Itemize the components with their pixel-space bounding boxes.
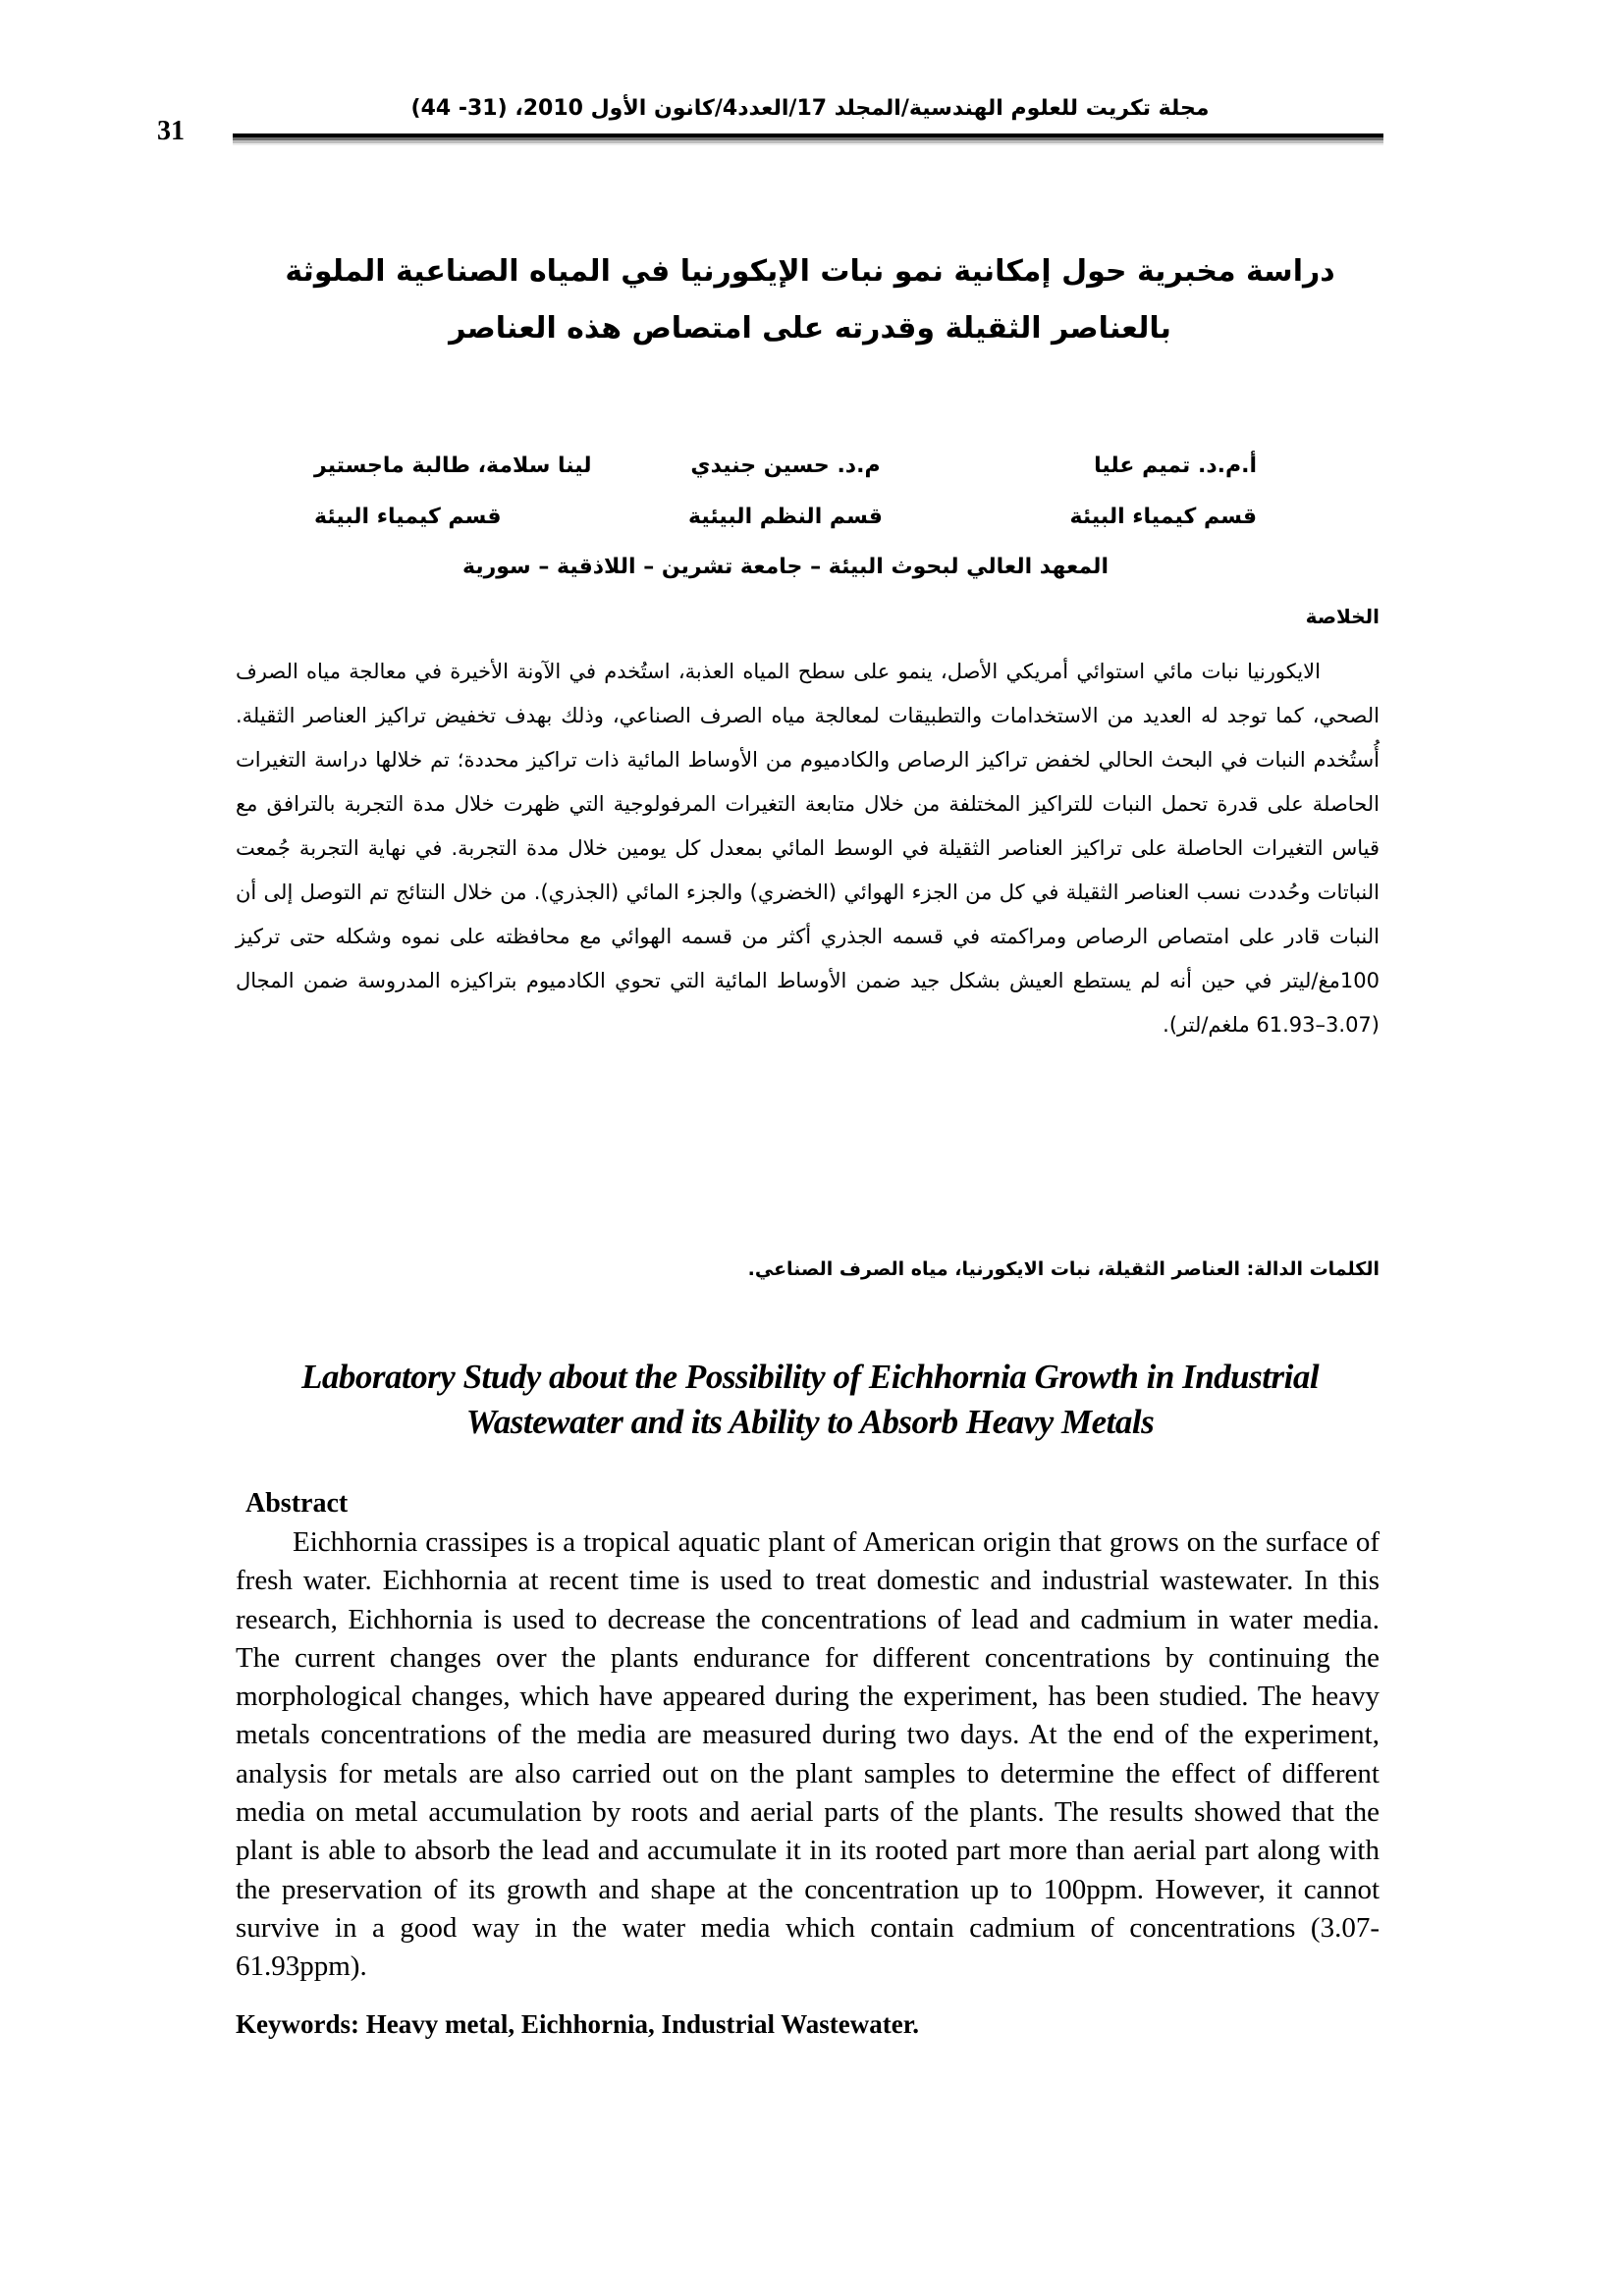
english-keywords: Keywords: Heavy metal, Eichhornia, Industrial Wastewater. [236, 2009, 919, 2039]
page-number: 31 [157, 116, 185, 146]
author-department: قسم كيمياء البيئة [314, 504, 502, 529]
author-department: قسم كيمياء البيئة [1069, 504, 1257, 529]
header-rule [233, 133, 1383, 145]
arabic-title [236, 243, 1384, 357]
author-name: لينا سلامة، طالبة ماجستير [314, 453, 592, 478]
english-abstract-heading: Abstract [245, 1488, 349, 1519]
running-head: مجلة تكريت للعلوم الهندسية/المجلد 17/العدد4/كانون الأول 2010، (31- 44) [410, 96, 1210, 121]
arabic-title-line-1: دراسة مخبرية حول إمكانية نمو نبات الإيكورنيا في المياه الصناعية الملوثة [285, 254, 1335, 289]
author-name: أ.م.د. تميم عليا [1094, 453, 1257, 478]
institute-affiliation: المعهد العالي لبحوث البيئة – جامعة تشرين – اللاذقية – سورية [462, 555, 1109, 579]
english-title: Laboratory Study about the Possibility of Eichhornia Growth in Industrial Wastewater and its Ability to Absorb Heavy Metals [300, 1358, 1320, 1441]
arabic-abstract-heading: الخلاصة [1305, 605, 1380, 628]
header-rule-shadow-faint [233, 143, 1383, 145]
author-department: قسم النظم البيئية [688, 504, 883, 529]
arabic-abstract-body: الايكورنيا نبات مائي استوائي أمريكي الأصل، ينمو على سطح المياه العذبة، استُخدم في الآونة الأخيرة في معالجة مياه الصرف الصحي، كما توجد له العديد من الاستخدامات والتطبيقات لمعالجة مياه الصرف الصناعي، وذلك بهدف تخفيض تراكيز العناصر الثقيلة. أُستُخدم النبات في البحث الحالي لخفض تراكيز الرصاص والكادميوم من الأوساط المائية ذات تراكيز محددة؛ تم خلالها دراسة التغيرات الحاصلة على قدرة تحمل النبات للتراكيز المختلفة من خلال متابعة التغيرات المرفولوجية التي ظهرت خلال مدة التجربة بالترافق مع قياس التغيرات الحاصلة على تراكيز العناصر الثقيلة في الوسط المائي بمعدل كل يومين خلال مدة التجربة. في نهاية التجربة جُمعت النباتات وحُددت نسب العناصر الثقيلة في كل من الجزء الهوائي (الخضري) والجزء المائي (الجذري). من خلال النتائج تم التوصل إلى أن النبات قادر على امتصاص الرصاص ومراكمته في قسمه الجذري أكثر من قسمه الهوائي مع محافظته على نموه وشكله حتى تركيز 100مغ/ليتر في حين أنه لم يستطع العيش بشكل جيد ضمن الأوساط المائية التي تحوي الكادميوم بتراكيزه المدروسة ضمن المجال (3.07–61.93 ملغم/لتر). [236, 660, 1380, 1037]
english-abstract-body: Eichhornia crassipes is a tropical aquatic plant of American origin that grows on the surface of fresh water. Eichhornia at recent time is used to treat domestic and industrial wastewater. In this research, Eichhornia is used to decrease the concentrations of lead and cadmium in water media. The current changes over the plants endurance for different concentrations by continuing the morphological changes, which have appeared during the experiment, has been studied. The heavy metals concentrations of the media are measured during two days. At the end of the experiment, analysis for metals are also carried out on the plant samples to determine the effect of different media on metal accumulation by roots and aerial parts of the plants. The results showed that the plant is able to absorb the lead and accumulate it in its rooted part more than aerial part along with the preservation of its growth and shape at the concentration up to 100ppm. However, it cannot survive in a good way in the water media which contain cadmium of concentrations (3.07-61.93ppm). [236, 1526, 1380, 1983]
author-name: م.د. حسين جنيدي [690, 453, 881, 478]
author-names-row [314, 440, 1257, 491]
author-departments-row [314, 491, 1257, 542]
arabic-title-line-2: بالعناصر الثقيلة وقدرته على امتصاص هذه العناصر [449, 311, 1171, 346]
arabic-keywords: الكلمات الدالة: العناصر الثقيلة، نبات الايكورنيا، مياه الصرف الصناعي. [747, 1258, 1380, 1280]
authors-block [314, 440, 1257, 593]
